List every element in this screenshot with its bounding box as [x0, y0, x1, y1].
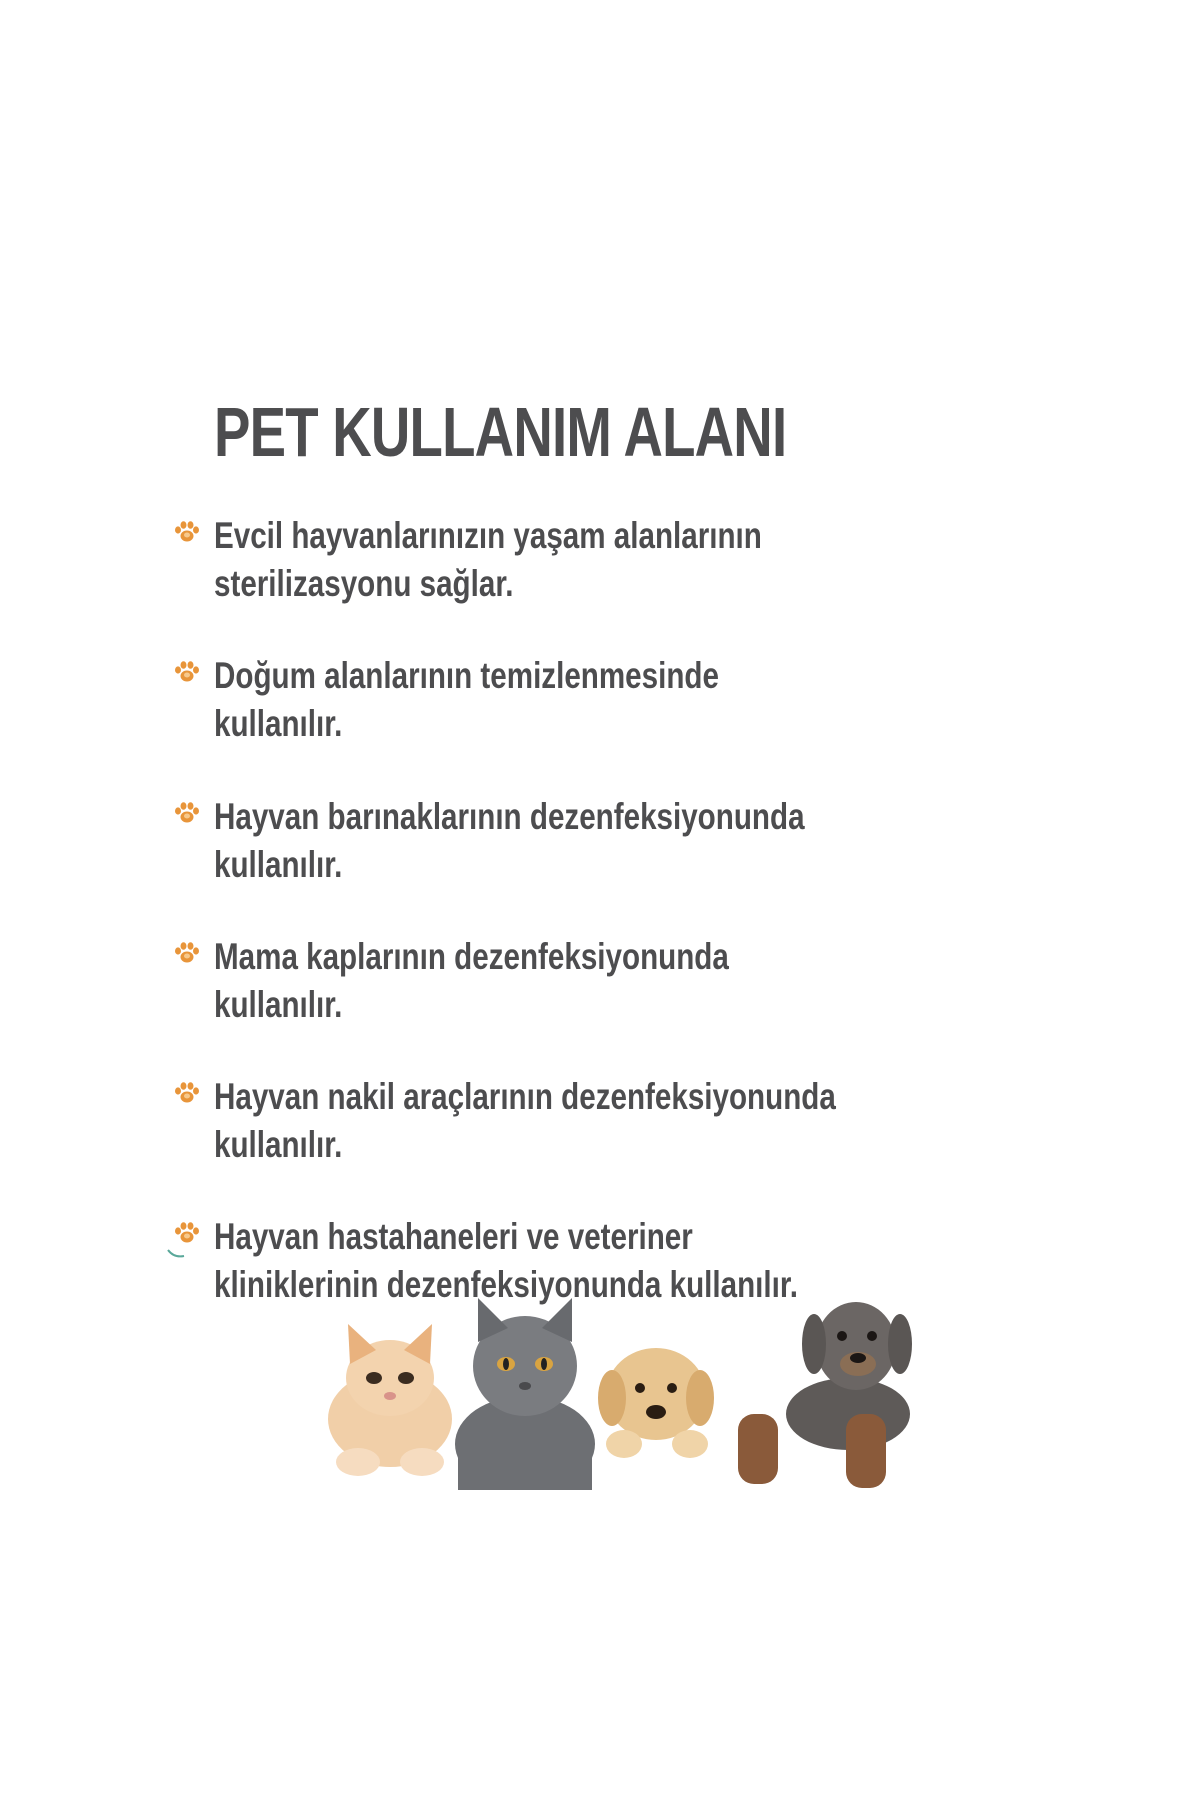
bullet-item — [0, 1073, 1200, 1183]
paw-icon — [174, 660, 200, 684]
bullet-text — [214, 512, 934, 608]
paw-icon — [174, 941, 200, 965]
doberman-puppy-image — [738, 1302, 912, 1488]
bullet-line: kullanılır. — [214, 1124, 343, 1165]
ginger-kitten-image — [328, 1324, 452, 1476]
bullet-line: kullanılır. — [214, 844, 343, 885]
page-title: PET KULLANIM ALANI — [214, 393, 787, 471]
bullet-line: kullanılır. — [214, 703, 343, 744]
bullet-line: sterilizasyonu sağlar. — [214, 563, 514, 604]
bullet-line: kullanılır. — [214, 984, 343, 1025]
paw-icon — [174, 1081, 200, 1105]
paw-icon — [174, 520, 200, 544]
paw-icon — [174, 1221, 200, 1245]
bullet-line: Hayvan hastahaneleri ve veteriner — [214, 1216, 693, 1257]
bullet-text — [214, 793, 934, 889]
bullet-item — [0, 793, 1200, 903]
bullet-text — [214, 652, 934, 748]
bullet-item — [0, 652, 1200, 762]
bullet-text — [214, 933, 934, 1029]
golden-puppy-image — [598, 1348, 714, 1458]
bullet-item — [0, 512, 1200, 622]
bullet-line: kliniklerinin dezenfeksiyonunda kullanılır. — [214, 1264, 798, 1305]
bullet-line: Hayvan nakil araçlarının dezenfeksiyonunda — [214, 1076, 836, 1117]
bullet-line: Hayvan barınaklarının dezenfeksiyonunda — [214, 796, 805, 837]
paw-icon — [174, 801, 200, 825]
bullet-line: Mama kaplarının dezenfeksiyonunda — [214, 936, 729, 977]
bullet-line: Doğum alanlarının temizlenmesinde — [214, 655, 719, 696]
kittens-and-puppies-image — [328, 1294, 948, 1490]
bullet-text — [214, 1073, 934, 1169]
bullet-item — [0, 933, 1200, 1043]
grey-kitten-image — [455, 1298, 595, 1490]
bullet-line: Evcil hayvanlarınızın yaşam alanlarının — [214, 515, 762, 556]
decorative-swash-icon — [166, 1248, 186, 1260]
